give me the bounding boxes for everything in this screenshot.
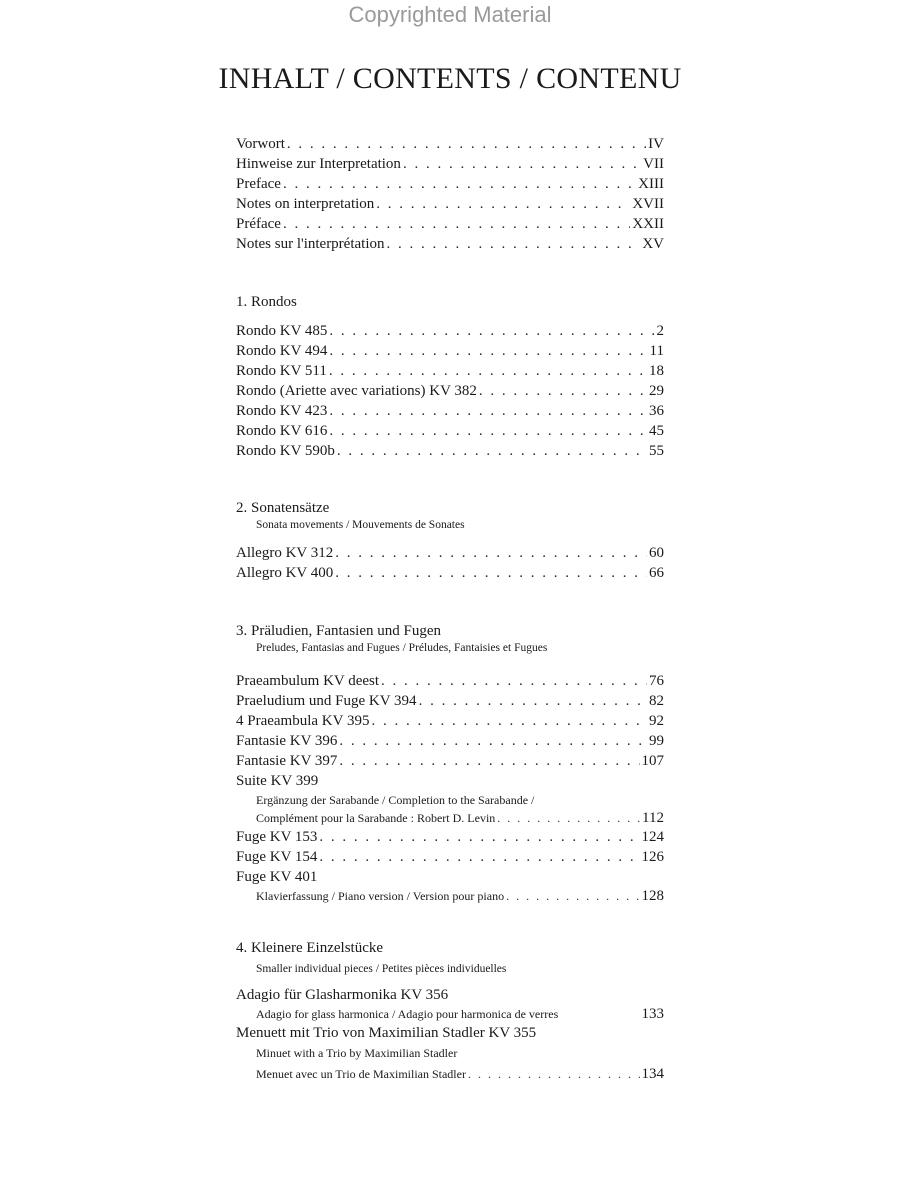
entry-label: Fuge KV 153 <box>236 829 318 845</box>
entry-label: Notes on interpretation <box>236 196 375 212</box>
toc-entry <box>236 401 664 421</box>
entry-page: XVII <box>632 196 664 212</box>
section-subtitle: Sonata movements / Mouvements de Sonates <box>256 519 465 531</box>
leader-dots <box>339 731 647 751</box>
entry-page: XIII <box>638 176 664 192</box>
leader-dots <box>283 174 636 194</box>
section-subtitle: Preludes, Fantasias and Fugues / Préludes, Fantaisies et Fugues <box>256 642 548 654</box>
entry-page: XV <box>642 236 664 252</box>
leader-dots <box>329 321 654 341</box>
entry-page: 60 <box>649 545 664 561</box>
toc-entry <box>236 751 664 771</box>
entry-page: IV <box>648 136 664 152</box>
entry-label: Rondo KV 511 <box>236 363 327 379</box>
entry-page: 107 <box>641 753 664 769</box>
entry-label: Preface <box>236 176 281 192</box>
entry-page: 133 <box>641 1006 664 1022</box>
toc-entry <box>236 234 664 254</box>
toc-entry <box>236 214 664 234</box>
section-sonatas-list <box>236 543 664 583</box>
leader-dots <box>329 361 647 381</box>
toc-entry <box>236 154 664 174</box>
entry-page: XXII <box>632 216 664 232</box>
entry-page: 76 <box>649 673 664 689</box>
entry-label: Menuet avec un Trio de Maximilian Stadler <box>256 1067 466 1081</box>
watermark: Copyrighted Material <box>348 2 552 27</box>
entry-label: Rondo KV 494 <box>236 343 328 359</box>
entry-label: Préface <box>236 216 281 232</box>
entry-page: 126 <box>641 849 664 865</box>
entry-subtitle: Ergänzung der Sarabande / Completion to the Sarabande / <box>256 793 535 807</box>
entry-page: 92 <box>649 713 664 729</box>
entry-label: Allegro KV 312 <box>236 545 334 561</box>
leader-dots <box>339 751 639 771</box>
entry-label: Fantasie KV 397 <box>236 753 338 769</box>
section-title: 4. Kleinere Einzelstücke <box>236 940 384 956</box>
entry-page: VII <box>643 156 664 172</box>
entry-label: Hinweise zur Interpretation <box>236 156 401 172</box>
toc-entry <box>236 361 664 381</box>
entry-page: 11 <box>649 343 664 359</box>
leader-dots <box>329 341 647 361</box>
leader-dots <box>371 711 647 731</box>
section-title: 1. Rondos <box>236 294 297 310</box>
toc-entry <box>236 174 664 194</box>
toc-entry <box>236 691 664 711</box>
entry-label: Praeludium und Fuge KV 394 <box>236 693 417 709</box>
toc-entry <box>236 381 664 401</box>
entry-page: 29 <box>649 383 664 399</box>
toc-entry-label: Adagio für Glasharmonika KV 356 <box>236 987 449 1003</box>
entry-label: Rondo KV 485 <box>236 323 328 339</box>
leader-dots <box>468 1064 640 1084</box>
toc-entry <box>236 543 664 563</box>
toc-entry <box>236 341 664 361</box>
entry-label: Rondo KV 590b <box>236 443 335 459</box>
toc-entry <box>236 1064 664 1084</box>
entry-label: Adagio for glass harmonica / Adagio pour harmonica de verres <box>256 1007 559 1021</box>
entry-label: Rondo (Ariette avec variations) KV 382 <box>236 383 477 399</box>
leader-dots <box>381 671 647 691</box>
entry-page: 55 <box>649 443 664 459</box>
leader-dots <box>506 887 639 905</box>
entry-label: Praeambulum KV deest <box>236 673 380 689</box>
entry-label: Vorwort <box>236 136 285 152</box>
leader-dots <box>319 827 639 847</box>
toc-entry <box>236 563 664 583</box>
section-title: 2. Sonatensätze <box>236 500 330 516</box>
toc-entry-label: Suite KV 399 <box>236 773 319 789</box>
section-smaller-pieces-list <box>236 985 664 1084</box>
entry-page: 66 <box>649 565 664 581</box>
section-preludes-list <box>236 671 664 905</box>
page-title: INHALT / CONTENTS / CONTENU <box>218 62 682 95</box>
section-preludes <box>236 621 664 655</box>
toc-entry <box>236 441 664 461</box>
leader-dots <box>329 421 647 441</box>
toc-entry <box>236 711 664 731</box>
section-rondos-list <box>236 321 664 461</box>
toc-entry <box>236 134 664 154</box>
toc-entry <box>236 847 664 867</box>
section-subtitle: Smaller individual pieces / Petites pièces individuelles <box>256 963 507 975</box>
section-rondos <box>236 292 664 312</box>
entry-label: Rondo KV 616 <box>236 423 328 439</box>
entry-label: Fuge KV 154 <box>236 849 318 865</box>
leader-dots <box>479 381 647 401</box>
entry-page: 128 <box>641 888 664 904</box>
toc-entry-label: Menuett mit Trio von Maximilian Stadler KV 355 <box>236 1025 537 1041</box>
leader-dots <box>283 214 630 234</box>
entry-page: 2 <box>656 323 664 339</box>
toc-entry <box>236 827 664 847</box>
leader-dots <box>387 234 641 254</box>
leader-dots <box>337 441 647 461</box>
entry-page: 45 <box>649 423 664 439</box>
toc-entry-label: Fuge KV 401 <box>236 869 318 885</box>
leader-dots <box>335 543 647 563</box>
entry-page: 124 <box>641 829 664 845</box>
entry-page: 36 <box>649 403 664 419</box>
leader-dots <box>319 847 639 867</box>
entry-label: Fantasie KV 396 <box>236 733 338 749</box>
entry-label: Klavierfassung / Piano version / Version pour piano <box>256 889 505 903</box>
toc-entry <box>236 671 664 691</box>
toc-entry <box>236 887 664 905</box>
leader-dots <box>403 154 641 174</box>
toc-entry <box>236 731 664 751</box>
toc-entry <box>236 809 664 827</box>
entry-label: Complément pour la Sarabande : Robert D. Levin <box>256 811 496 825</box>
front-matter-list <box>236 134 664 254</box>
entry-page: 82 <box>649 693 664 709</box>
leader-dots <box>329 401 647 421</box>
section-smaller-pieces <box>236 938 664 976</box>
entry-page: 99 <box>649 733 664 749</box>
entry-label: Allegro KV 400 <box>236 565 334 581</box>
entry-page: 18 <box>649 363 664 379</box>
entry-subtitle: Minuet with a Trio by Maximilian Stadler <box>256 1046 458 1060</box>
entry-label: Notes sur l'interprétation <box>236 236 385 252</box>
toc-entry <box>236 321 664 341</box>
entry-label: 4 Praeambula KV 395 <box>236 713 370 729</box>
entry-page: 134 <box>641 1066 664 1082</box>
leader-dots <box>335 563 647 583</box>
leader-dots <box>497 809 640 827</box>
leader-dots <box>419 691 647 711</box>
toc-entry <box>236 421 664 441</box>
leader-dots <box>287 134 646 154</box>
section-sonatas <box>236 498 664 532</box>
leader-dots <box>376 194 630 214</box>
entry-label: Rondo KV 423 <box>236 403 328 419</box>
toc-entry <box>236 194 664 214</box>
section-title: 3. Präludien, Fantasien und Fugen <box>236 623 441 639</box>
toc-entry <box>236 1005 664 1023</box>
entry-page: 112 <box>642 810 664 826</box>
